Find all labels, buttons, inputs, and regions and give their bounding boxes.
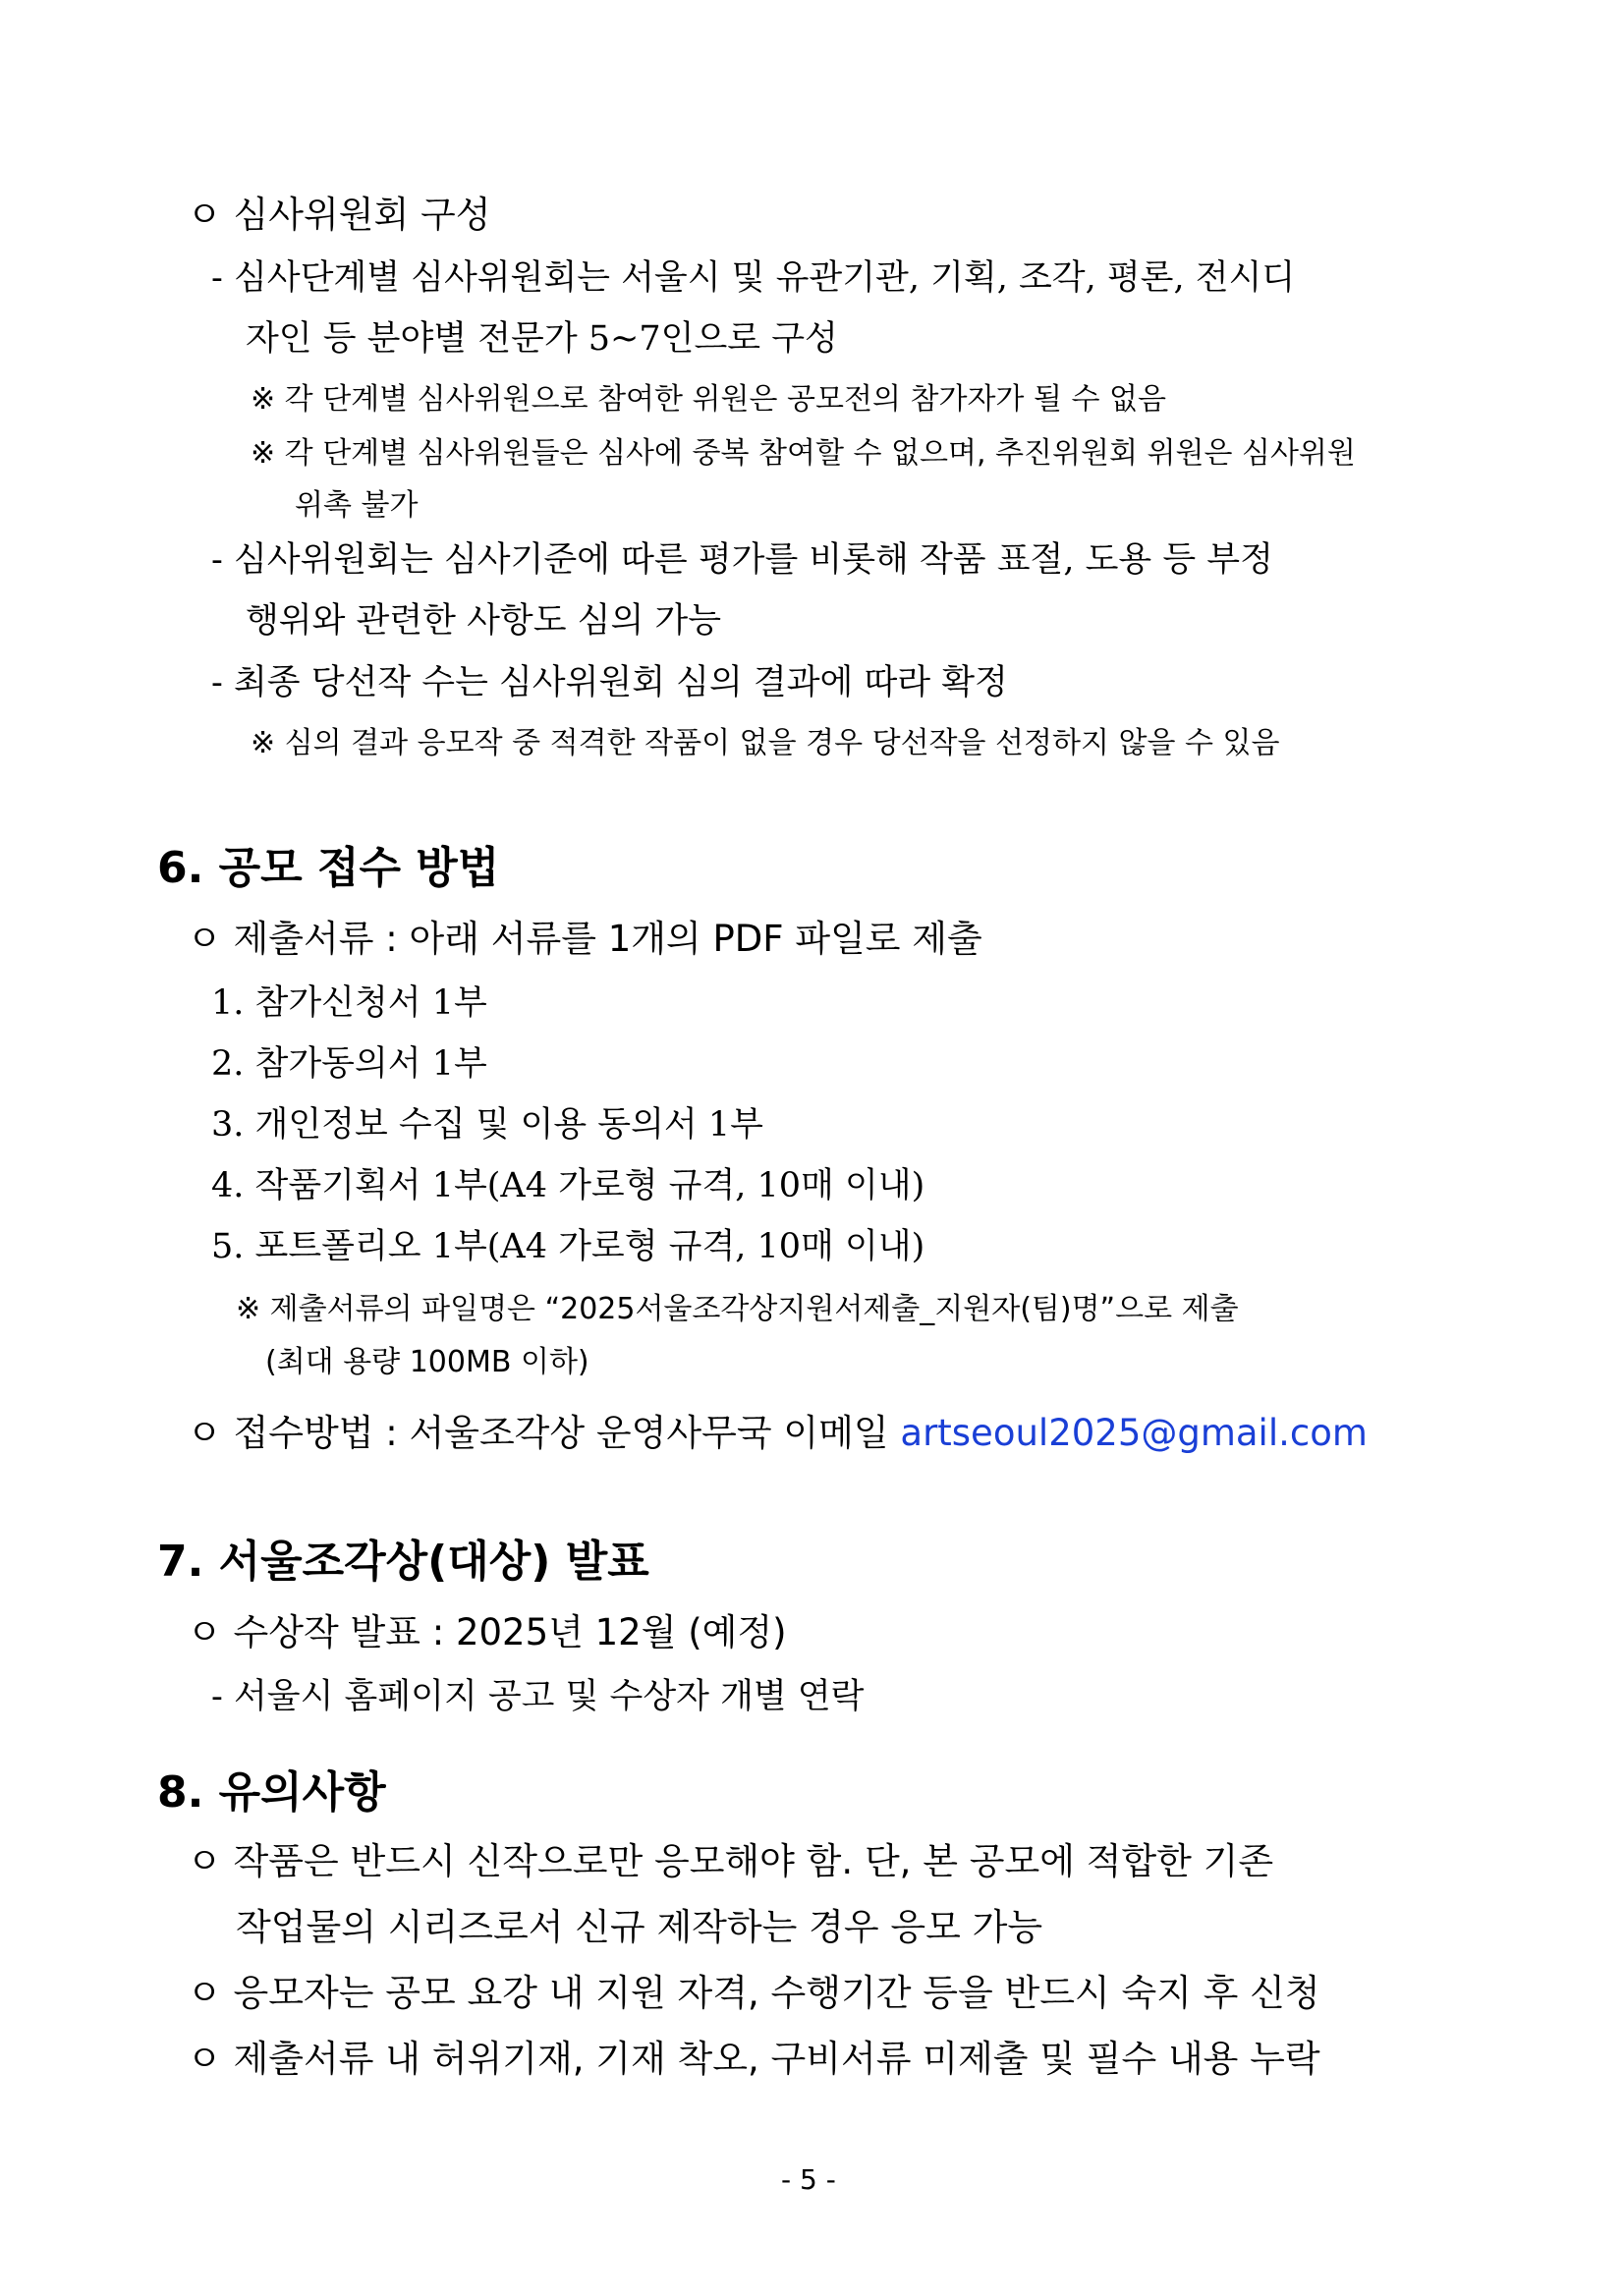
filename-note-line-1: ※ 제출서류의 파일명은 “2025서울조각상지원서제출_지원자(팀)명”으로 제출: [236, 1292, 1239, 1326]
section-6-title: 6. 공모 접수 방법: [157, 843, 500, 893]
review-note-2-line-1: ※ 각 단계별 심사위원들은 심사에 중복 참여할 수 없으며, 추진위원회 위원은 심사위원: [251, 436, 1356, 471]
review-note-3: ※ 심의 결과 응모작 중 적격한 작품이 없을 경우 당선작을 선정하지 않을 수 있음: [251, 726, 1280, 760]
submission-doc-item: 3. 개인정보 수집 및 이용 동의서 1부: [211, 1105, 763, 1145]
submission-docs-heading: ㅇ 제출서류 : 아래 서류를 1개의 PDF 파일로 제출: [187, 918, 982, 960]
submission-email-link[interactable]: artseoul2025@gmail.com: [900, 1412, 1368, 1454]
section-8-title: 8. 유의사항: [157, 1767, 386, 1818]
award-announcement: ㅇ 수상작 발표 : 2025년 12월 (예정): [187, 1611, 787, 1653]
award-announcement-detail: - 서울시 홈페이지 공고 및 수상자 개별 연락: [211, 1677, 865, 1716]
section-7-title: 7. 서울조각상(대상) 발표: [157, 1537, 649, 1587]
page-number: - 5 -: [781, 2163, 836, 2196]
review-item-3: - 최종 당선작 수는 심사위원회 심의 결과에 따라 확정: [211, 663, 1008, 702]
review-item-1-line-1: - 심사단계별 심사위원회는 서울시 및 유관기관, 기획, 조각, 평론, 전시디: [211, 258, 1296, 298]
review-note-2-line-2: 위촉 불가: [295, 488, 419, 523]
review-item-2-line-2: 행위와 관련한 사항도 심의 가능: [246, 601, 722, 641]
review-committee-heading: ㅇ 심사위원회 구성: [187, 194, 491, 236]
review-note-1: ※ 각 단계별 심사위원으로 참여한 위원은 공모전의 참가자가 될 수 없음: [251, 382, 1166, 417]
filename-note-line-2: (최대 용량 100MB 이하): [265, 1345, 589, 1379]
caution-item-1-line-2: 작업물의 시리즈로서 신규 제작하는 경우 응모 가능: [236, 1906, 1043, 1948]
caution-item-3: ㅇ 제출서류 내 허위기재, 기재 착오, 구비서류 미제출 및 필수 내용 누락: [187, 2038, 1320, 2080]
caution-item-1-line-1: ㅇ 작품은 반드시 신작으로만 응모해야 함. 단, 본 공모에 적합한 기존: [187, 1840, 1274, 1882]
review-item-1-line-2: 자인 등 분야별 전문가 5~7인으로 구성: [246, 319, 838, 359]
review-item-2-line-1: - 심사위원회는 심사기준에 따른 평가를 비롯해 작품 표절, 도용 등 부정: [211, 540, 1273, 580]
submission-doc-item: 1. 참가신청서 1부: [211, 983, 487, 1023]
submission-doc-item: 4. 작품기획서 1부(A4 가로형 규격, 10매 이내): [211, 1166, 925, 1205]
submission-method-label: ㅇ 접수방법 : 서울조각상 운영사무국 이메일: [187, 1412, 901, 1454]
submission-doc-item: 5. 포트폴리오 1부(A4 가로형 규격, 10매 이내): [211, 1227, 925, 1266]
submission-method: [187, 1412, 1368, 1454]
caution-item-2: ㅇ 응모자는 공모 요강 내 지원 자격, 수행기간 등을 반드시 숙지 후 신청: [187, 1972, 1320, 2014]
submission-doc-item: 2. 참가동의서 1부: [211, 1044, 487, 1084]
